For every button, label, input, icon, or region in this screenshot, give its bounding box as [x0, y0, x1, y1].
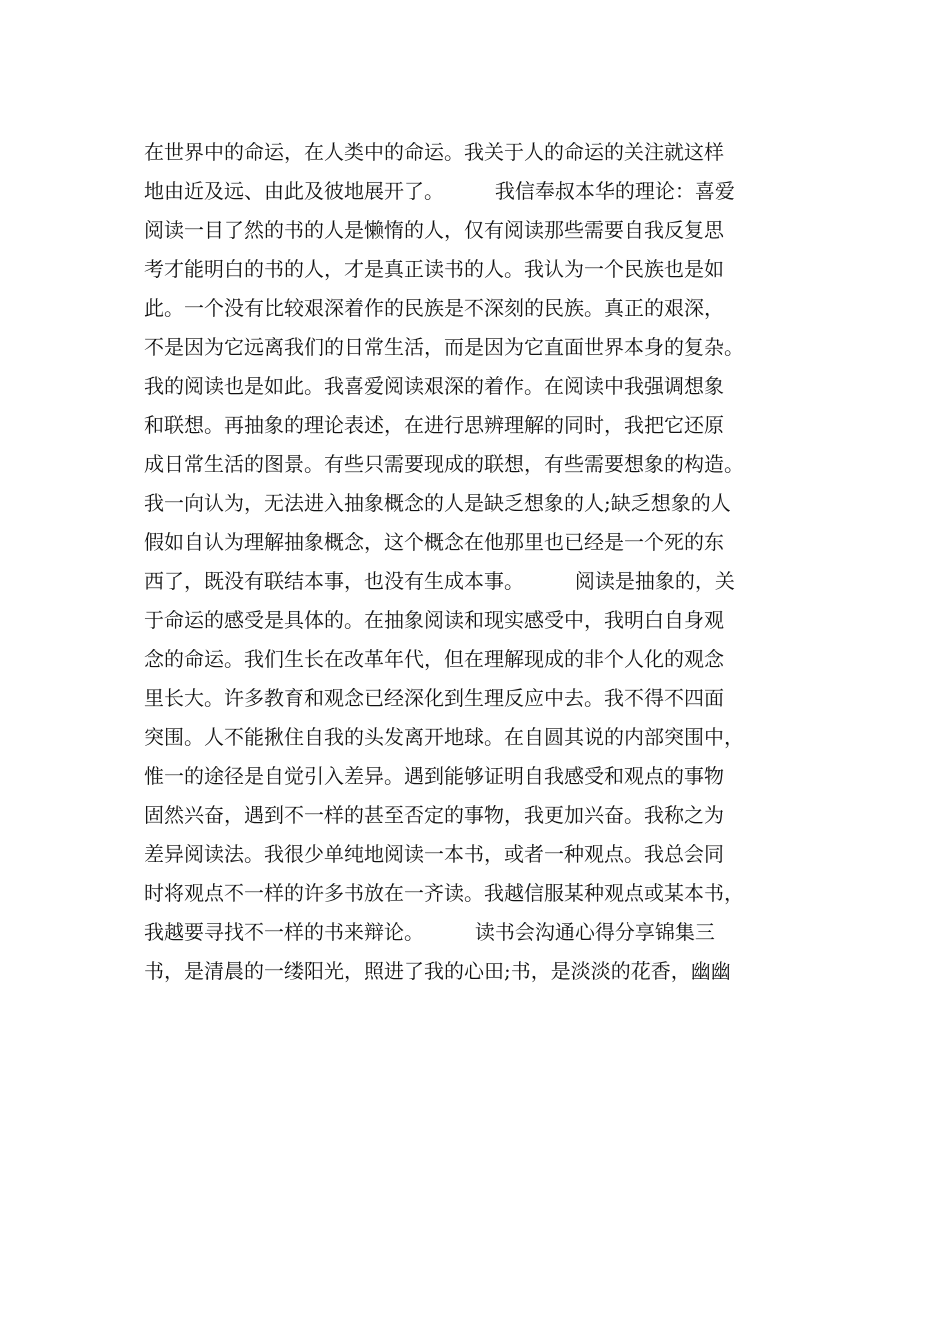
- text-line: 我的阅读也是如此。我喜爱阅读艰深的着作。在阅读中我强调想象: [144, 374, 724, 398]
- text-line: 里长大。许多教育和观念已经深化到生理反应中去。我不得不四面: [144, 686, 724, 710]
- text-line: 我越要寻找不一样的书来辩论。 读书会沟通心得分享锦集三: [144, 920, 715, 944]
- text-line: 时将观点不一样的许多书放在一齐读。我越信服某种观点或某本书，: [144, 881, 744, 905]
- body-text: [144, 133, 824, 991]
- text-line: 和联想。再抽象的理论表述，在进行思辨理解的同时，我把它还原: [144, 413, 724, 437]
- text-line: 差异阅读法。我很少单纯地阅读一本书，或者一种观点。我总会同: [144, 842, 724, 866]
- text-line: 成日常生活的图景。有些只需要现成的联想，有些需要想象的构造。: [144, 452, 744, 476]
- text-line: 考才能明白的书的人，才是真正读书的人。我认为一个民族也是如: [144, 257, 724, 281]
- text-line: 书，是清晨的一缕阳光，照进了我的心田;书，是淡淡的花香，幽幽: [144, 959, 731, 983]
- text-line: 固然兴奋，遇到不一样的甚至否定的事物，我更加兴奋。我称之为: [144, 803, 724, 827]
- text-line: 假如自认为理解抽象概念，这个概念在他那里也已经是一个死的东: [144, 530, 724, 554]
- text-line: 此。一个没有比较艰深着作的民族是不深刻的民族。真正的艰深，: [144, 296, 724, 320]
- text-line: 念的命运。我们生长在改革年代，但在理解现成的非个人化的观念: [144, 647, 724, 671]
- text-line: 在世界中的命运，在人类中的命运。我关于人的命运的关注就这样: [144, 140, 724, 164]
- text-line: 于命运的感受是具体的。在抽象阅读和现实感受中，我明白自身观: [144, 608, 724, 632]
- text-line: 突围。人不能揪住自我的头发离开地球。在自圆其说的内部突围中，: [144, 725, 744, 749]
- text-line: 西了，既没有联结本事，也没有生成本事。 阅读是抽象的，关: [144, 569, 735, 593]
- text-line: 地由近及远、由此及彼地展开了。 我信奉叔本华的理论：喜爱: [144, 179, 735, 203]
- text-line: 我一向认为，无法进入抽象概念的人是缺乏想象的人;缺乏想象的人: [144, 491, 731, 515]
- text-line: 惟一的途径是自觉引入差异。遇到能够证明自我感受和观点的事物: [144, 764, 724, 788]
- text-line: 阅读一目了然的书的人是懒惰的人，仅有阅读那些需要自我反复思: [144, 218, 724, 242]
- text-line: 不是因为它远离我们的日常生活，而是因为它直面世界本身的复杂。: [144, 335, 744, 359]
